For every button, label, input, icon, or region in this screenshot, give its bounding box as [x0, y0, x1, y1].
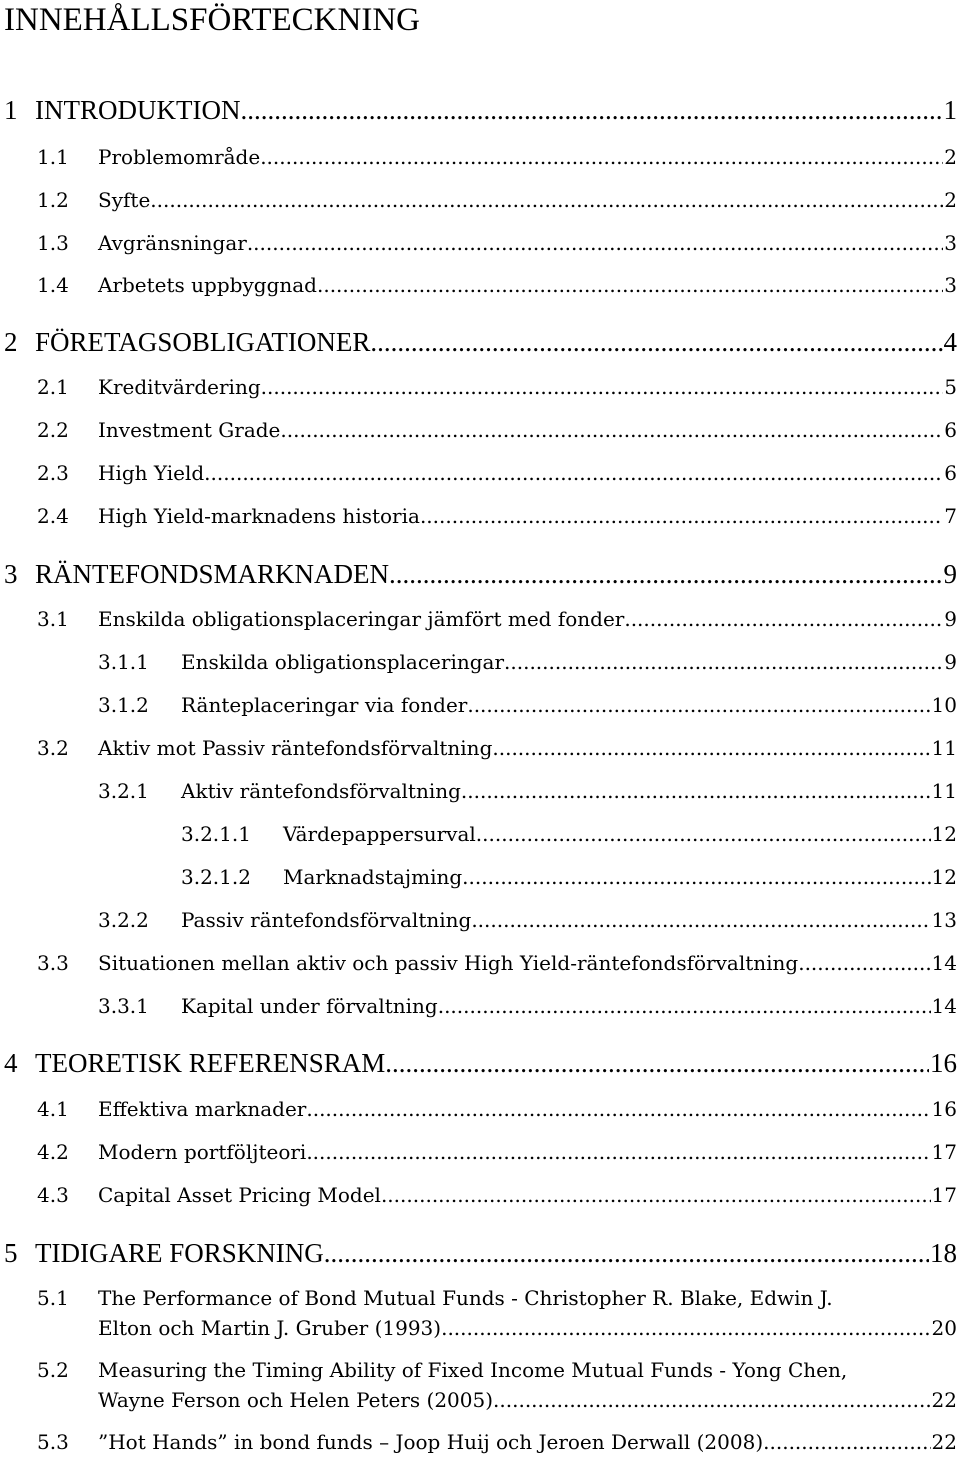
section-title: Enskilda obligationsplaceringar jämfört med fonder	[98, 607, 625, 631]
section-title: Marknadstajming	[283, 865, 463, 889]
section-number: 3.2.1.2	[181, 865, 251, 889]
page-number: 17	[931, 1140, 957, 1164]
dot-leader	[461, 776, 931, 806]
dot-leader	[493, 1385, 931, 1415]
page-number: 22	[931, 1388, 957, 1412]
section-number: 3.2	[37, 736, 69, 760]
page-number: 4	[943, 327, 957, 357]
section-title: Effektiva marknader	[98, 1097, 307, 1121]
dot-leader	[441, 1313, 930, 1343]
page-number: 16	[930, 1048, 957, 1078]
page-number: 5	[944, 375, 957, 399]
section-title: Värdepappersurval	[283, 822, 476, 846]
page-number: 9	[944, 650, 957, 674]
dot-leader	[247, 228, 943, 258]
section-title: Aktiv mot Passiv räntefondsförvaltning	[98, 736, 493, 760]
dot-leader	[381, 1180, 931, 1210]
section-title: Aktiv räntefondsförvaltning	[181, 779, 461, 803]
section-number: 3.1	[37, 607, 69, 631]
page-number: 2	[944, 188, 957, 212]
dot-leader	[204, 458, 943, 488]
section-title: Enskilda obligationsplaceringar	[181, 650, 505, 674]
section-title: Ränteplaceringar via fonder	[181, 693, 468, 717]
section-number: 5.2	[37, 1358, 69, 1382]
section-title: Passiv räntefondsförvaltning	[181, 908, 472, 932]
dot-leader	[240, 94, 942, 126]
section-number: 3	[4, 559, 18, 589]
section-number: 5	[4, 1238, 18, 1268]
section-title: Avgränsningar	[98, 231, 247, 255]
dot-leader	[306, 1137, 930, 1167]
page-number: 9	[943, 559, 957, 589]
dot-leader	[624, 604, 943, 634]
dot-leader	[280, 415, 943, 445]
section-number: 3.2.2	[98, 908, 149, 932]
page-number: 10	[931, 693, 957, 717]
section-number: 4	[4, 1048, 18, 1078]
page-number: 11	[931, 779, 957, 803]
section-number: 2.1	[37, 375, 69, 399]
section-number: 1.1	[37, 145, 69, 169]
page-number: 9	[944, 607, 957, 631]
page-number: 18	[930, 1238, 957, 1268]
page-number: 7	[944, 504, 957, 528]
section-title: Situationen mellan aktiv och passiv High Yield-räntefondsförvaltning	[98, 951, 799, 975]
section-number: 3.2.1	[98, 779, 149, 803]
section-title: FÖRETAGSOBLIGATIONER	[35, 327, 371, 357]
section-number: 1.3	[37, 231, 69, 255]
dot-leader	[462, 862, 930, 892]
page-number: 22	[931, 1430, 957, 1454]
page-number: 6	[944, 461, 957, 485]
section-title: High Yield	[98, 461, 205, 485]
page-number: 12	[931, 822, 957, 846]
section-title: Kreditvärdering	[98, 375, 261, 399]
section-title: INTRODUKTION	[35, 95, 241, 125]
dot-leader	[370, 326, 942, 358]
section-title: RÄNTEFONDSMARKNADEN	[35, 559, 390, 589]
dot-leader	[438, 991, 931, 1021]
page-number: 2	[944, 145, 957, 169]
section-title: TEORETISK REFERENSRAM	[35, 1048, 386, 1078]
page-number: 11	[931, 736, 957, 760]
page-number: 1	[943, 95, 957, 125]
dot-leader	[504, 647, 943, 677]
page-number: 13	[931, 908, 957, 932]
section-title: Investment Grade	[98, 418, 281, 442]
section-title: Kapital under förvaltning	[181, 994, 438, 1018]
page-number: 14	[931, 951, 957, 975]
dot-leader	[260, 142, 943, 172]
section-title: Problemområde	[98, 145, 261, 169]
section-number: 1	[4, 95, 18, 125]
section-number: 4.1	[37, 1097, 69, 1121]
section-title: Wayne Ferson och Helen Peters (2005)	[98, 1388, 494, 1412]
section-number: 2.4	[37, 504, 69, 528]
section-number: 1.4	[37, 273, 69, 297]
section-number: 3.3	[37, 951, 69, 975]
section-title: Capital Asset Pricing Model	[98, 1183, 381, 1207]
dot-leader	[261, 372, 944, 402]
section-number: 5.3	[37, 1430, 69, 1454]
dot-leader	[324, 1237, 929, 1269]
section-number: 1.2	[37, 188, 69, 212]
section-number: 2.3	[37, 461, 69, 485]
section-title: TIDIGARE FORSKNING	[35, 1238, 324, 1268]
section-number: 5.1	[37, 1286, 69, 1310]
section-number: 3.1.2	[98, 693, 149, 717]
section-title: Arbetets uppbyggnad	[98, 273, 317, 297]
page-number: 3	[944, 273, 957, 297]
section-title-line-1: The Performance of Bond Mutual Funds - Christopher R. Blake, Edwin J.	[98, 1286, 833, 1310]
section-number: 3.3.1	[98, 994, 149, 1018]
section-number: 2.2	[37, 418, 69, 442]
page-title: INNEHÅLLSFÖRTECKNING	[4, 2, 420, 38]
section-number: 2	[4, 327, 18, 357]
dot-leader	[476, 819, 931, 849]
section-number: 3.1.1	[98, 650, 149, 674]
section-title: Syfte	[98, 188, 151, 212]
dot-leader	[467, 690, 930, 720]
page-number: 20	[931, 1316, 957, 1340]
section-title: ”Hot Hands” in bond funds – Joop Huij och Jeroen Derwall (2008)	[98, 1430, 764, 1454]
section-title-line-1: Measuring the Timing Ability of Fixed Income Mutual Funds - Yong Chen,	[98, 1358, 848, 1382]
dot-leader	[763, 1427, 930, 1457]
dot-leader	[385, 1047, 929, 1079]
page-number: 17	[931, 1183, 957, 1207]
dot-leader	[317, 270, 943, 300]
dot-leader	[471, 905, 930, 935]
section-title: High Yield-marknadens historia	[98, 504, 420, 528]
page-number: 12	[931, 865, 957, 889]
section-title: Modern portföljteori	[98, 1140, 307, 1164]
section-number: 4.2	[37, 1140, 69, 1164]
dot-leader	[420, 501, 943, 531]
dot-leader	[306, 1094, 930, 1124]
dot-leader	[492, 733, 930, 763]
page-number: 16	[931, 1097, 957, 1121]
section-number: 4.3	[37, 1183, 69, 1207]
dot-leader	[150, 185, 943, 215]
page-number: 14	[931, 994, 957, 1018]
section-title: Elton och Martin J. Gruber (1993)	[98, 1316, 442, 1340]
dot-leader	[389, 558, 942, 590]
page-number: 3	[944, 231, 957, 255]
section-number: 3.2.1.1	[181, 822, 251, 846]
page-number: 6	[944, 418, 957, 442]
dot-leader	[798, 948, 930, 978]
